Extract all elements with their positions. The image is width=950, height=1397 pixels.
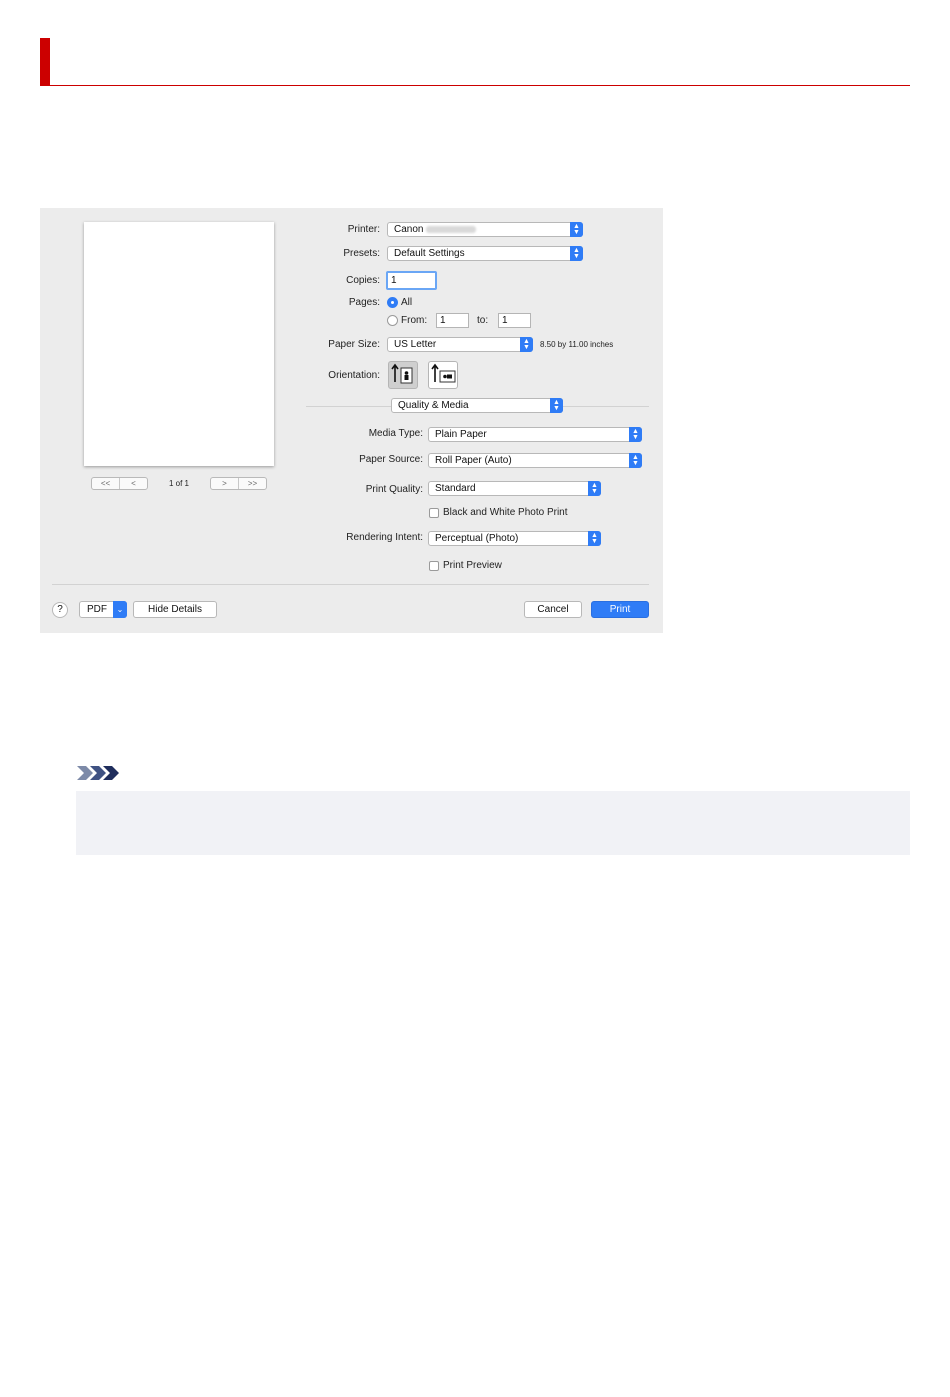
- paper-size-label: Paper Size:: [328, 339, 380, 350]
- printer-select[interactable]: [387, 222, 583, 237]
- to-page-field[interactable]: 1: [498, 313, 531, 328]
- print-quality-value: Standard: [435, 483, 476, 494]
- note-chevrons-icon: [76, 764, 122, 782]
- last-page-button[interactable]: >>: [238, 478, 266, 489]
- print-quality-label: Print Quality:: [365, 484, 423, 495]
- chevron-updown-icon: ▲ ▼: [629, 453, 642, 468]
- chevron-updown-icon: ▲ ▼: [550, 398, 563, 413]
- portrait-icon: [389, 362, 417, 388]
- chevron-updown-icon: ▲ ▼: [570, 246, 583, 261]
- chevron-updown-icon: ▲ ▼: [588, 481, 601, 496]
- pdf-menu-button[interactable]: [79, 601, 127, 618]
- landscape-orientation-button[interactable]: [428, 361, 458, 389]
- prev-page-button[interactable]: <: [119, 478, 147, 489]
- panel-value: Quality & Media: [398, 400, 469, 411]
- footer-separator: [52, 584, 649, 585]
- bw-photo-label: Black and White Photo Print: [443, 507, 568, 518]
- printer-value: Canon: [394, 224, 424, 235]
- media-type-select[interactable]: [428, 427, 642, 442]
- rendering-intent-value: Perceptual (Photo): [435, 533, 519, 544]
- chevron-updown-icon: ▲ ▼: [570, 222, 583, 237]
- hide-details-button[interactable]: Hide Details: [133, 601, 217, 618]
- pages-from-label: From:: [401, 315, 428, 326]
- next-page-button[interactable]: >: [222, 479, 227, 488]
- page-count: 1 of 1: [168, 479, 189, 488]
- copies-field[interactable]: 1: [386, 271, 437, 290]
- help-button[interactable]: ?: [52, 602, 68, 618]
- heading-rule: [40, 85, 910, 86]
- paper-size-value: US Letter: [394, 339, 437, 350]
- chevron-updown-icon: ▲ ▼: [520, 337, 533, 352]
- printer-model-redacted: [426, 226, 476, 233]
- heading-accent-bar: [40, 38, 50, 86]
- paper-source-select[interactable]: [428, 453, 642, 468]
- page-preview: [84, 222, 274, 466]
- presets-label: Presets:: [343, 248, 380, 259]
- print-button[interactable]: Print: [591, 601, 649, 618]
- panel-select[interactable]: [391, 398, 563, 413]
- media-type-value: Plain Paper: [435, 429, 487, 440]
- pdf-label: PDF: [87, 604, 107, 615]
- note-box: [76, 791, 910, 855]
- landscape-icon: [429, 362, 457, 388]
- preview-nav-forward: [210, 477, 267, 490]
- paper-source-value: Roll Paper (Auto): [435, 455, 512, 466]
- to-label: to:: [477, 315, 489, 326]
- portrait-orientation-button[interactable]: [388, 361, 418, 389]
- rendering-intent-label: Rendering Intent:: [346, 532, 423, 543]
- print-quality-select[interactable]: [428, 481, 601, 496]
- chevron-down-icon: ⌄: [113, 601, 127, 618]
- from-page-field[interactable]: 1: [436, 313, 469, 328]
- rendering-intent-select[interactable]: [428, 531, 601, 546]
- printer-label: Printer:: [347, 224, 380, 235]
- orientation-label: Orientation:: [328, 370, 380, 381]
- pages-label: Pages:: [348, 297, 380, 308]
- chevron-updown-icon: ▲ ▼: [588, 531, 601, 546]
- presets-value: Default Settings: [394, 248, 465, 259]
- pages-all-radio[interactable]: [387, 297, 398, 308]
- pages-from-radio[interactable]: [387, 315, 398, 326]
- print-preview-checkbox[interactable]: [429, 561, 439, 571]
- cancel-button[interactable]: Cancel: [524, 601, 582, 618]
- paper-size-select[interactable]: [387, 337, 533, 352]
- paper-size-dimensions: 8.50 by 11.00 inches: [540, 340, 614, 349]
- presets-select[interactable]: [387, 246, 583, 261]
- bw-photo-checkbox[interactable]: [429, 508, 439, 518]
- preview-nav-back: [91, 477, 148, 490]
- chevron-updown-icon: ▲ ▼: [629, 427, 642, 442]
- media-type-label: Media Type:: [368, 428, 423, 439]
- print-dialog: [40, 208, 663, 633]
- paper-source-label: Paper Source:: [359, 454, 423, 465]
- pages-all-label: All: [401, 297, 413, 308]
- copies-label: Copies:: [346, 275, 380, 286]
- first-page-button[interactable]: <<: [100, 479, 111, 488]
- print-preview-label: Print Preview: [443, 560, 502, 571]
